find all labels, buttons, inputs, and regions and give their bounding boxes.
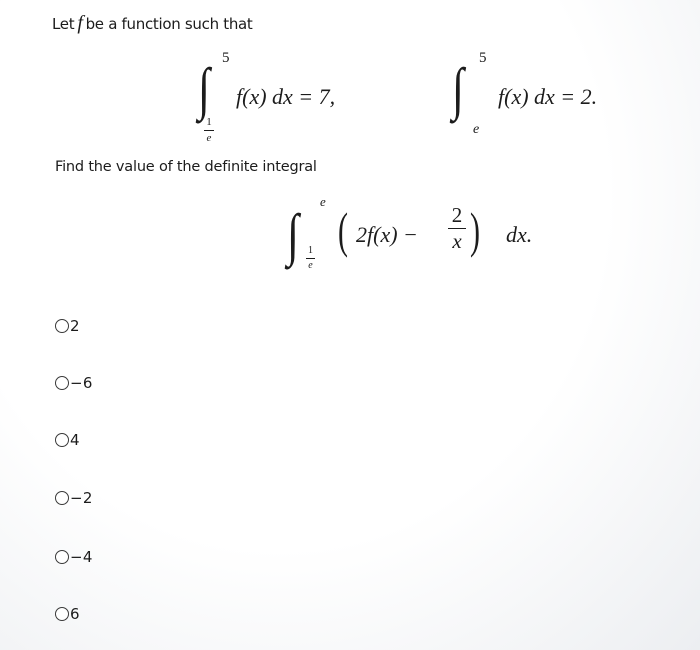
option-minus-6[interactable] [55, 371, 93, 395]
option-label: 2 [70, 317, 80, 335]
left-parenthesis: ( [338, 202, 348, 258]
radio-button[interactable] [55, 550, 69, 564]
option-label: −4 [70, 548, 93, 566]
dx-label: dx. [506, 222, 533, 247]
lower-limit-fraction [204, 117, 214, 144]
two-over-x-fraction [448, 205, 466, 252]
integrand-text: f(x) dx = 2. [498, 84, 598, 109]
question-text: Find the value of the definite integral [55, 159, 317, 175]
term1-text: 2f(x) − [356, 222, 418, 247]
option-label: −6 [70, 374, 93, 392]
integrand-expression [236, 84, 335, 110]
fraction-denominator: x [452, 229, 462, 253]
intro-suffix: be a function such that [85, 15, 253, 33]
lower-limit-denominator: e [206, 132, 212, 144]
radio-button[interactable] [55, 376, 69, 390]
integrand-expression [498, 84, 597, 110]
option-4[interactable] [55, 428, 80, 452]
option-6[interactable] [55, 602, 80, 626]
option-label: 6 [70, 605, 80, 623]
upper-limit: 5 [479, 50, 487, 66]
option-minus-4[interactable] [55, 545, 93, 569]
fraction-bar [204, 130, 214, 131]
integral-sign: ∫ [287, 202, 299, 267]
intro-text [52, 12, 253, 35]
lower-limit-numerator: 1 [308, 245, 313, 256]
integral-sign: ∫ [452, 56, 464, 121]
upper-limit: 5 [222, 50, 230, 66]
option-label: 4 [70, 431, 80, 449]
radio-button[interactable] [55, 491, 69, 505]
option-label: −2 [70, 489, 93, 507]
lower-limit-fraction [306, 246, 315, 271]
right-parenthesis: ) [470, 202, 480, 258]
intro-prefix: Let [52, 15, 75, 33]
function-symbol: f [77, 12, 83, 34]
integral-sign: ∫ [198, 56, 210, 121]
lower-limit-numerator: 1 [206, 116, 212, 128]
radio-button[interactable] [55, 319, 69, 333]
option-2[interactable] [55, 314, 80, 338]
option-minus-2[interactable] [55, 486, 93, 510]
lower-limit-denominator: e [308, 260, 313, 271]
dx-text [506, 222, 532, 248]
fraction-numerator: 2 [451, 203, 463, 227]
term1 [356, 222, 418, 248]
radio-button[interactable] [55, 433, 69, 447]
integrand-text: f(x) dx = 7, [236, 84, 336, 109]
lower-limit: e [473, 122, 480, 137]
upper-limit: e [320, 194, 326, 209]
fraction-bar [306, 258, 315, 259]
radio-button[interactable] [55, 607, 69, 621]
